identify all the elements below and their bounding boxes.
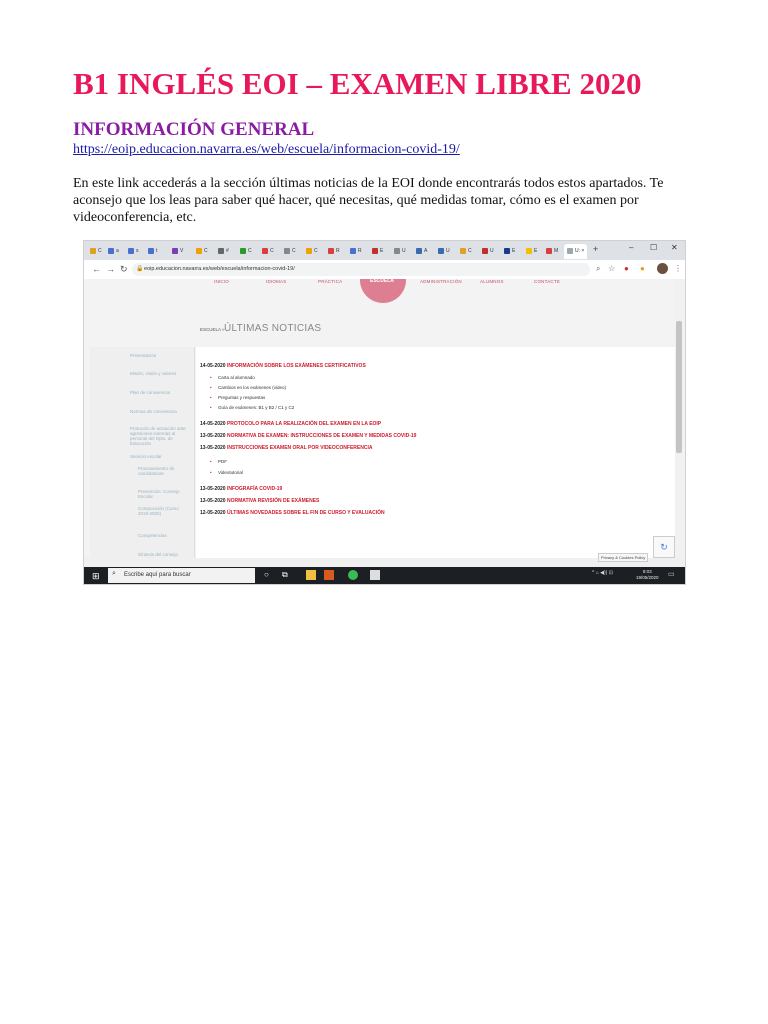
browser-tab[interactable]: C: [90, 244, 102, 259]
browser-tab[interactable]: U: [482, 244, 494, 259]
site-nav-administracion[interactable]: ADMINISTRACIÓN: [420, 279, 462, 284]
new-tab-icon[interactable]: +: [593, 244, 599, 254]
search-icon: ⌕: [112, 570, 116, 577]
browser-tab[interactable]: V: [172, 244, 183, 259]
close-window-icon[interactable]: ✕: [671, 243, 678, 252]
section-heading: ÚLTIMAS NOTICIAS: [224, 323, 322, 334]
list-item[interactable]: • Cambios en los exámenes (video): [218, 385, 286, 390]
news-item[interactable]: 12-05-2020 ÚLTIMAS NOVEDADES SOBRE EL FIN DE CURSO Y EVALUACIÓN: [200, 510, 385, 516]
sidebar: [90, 347, 195, 567]
lock-icon: 🔒: [136, 266, 144, 272]
task-view-icon[interactable]: ⧉: [282, 570, 288, 579]
clock-time: 8:03: [642, 569, 652, 574]
browser-toolbar: [84, 260, 685, 280]
site-nav-idiomas[interactable]: IDIOMAS: [266, 279, 287, 284]
site-nav-escuela[interactable]: ESCUELA: [370, 279, 394, 284]
browser-tab[interactable]: C: [306, 244, 318, 259]
browser-tab[interactable]: M: [546, 244, 558, 259]
site-nav-contacte[interactable]: CONTACTE: [534, 279, 561, 284]
browser-tab[interactable]: E: [504, 244, 515, 259]
browser-tab[interactable]: C: [196, 244, 208, 259]
browser-tab[interactable]: R: [328, 244, 340, 259]
search-icon[interactable]: ⌕: [596, 264, 601, 273]
document-subtitle: INFORMACIÓN GENERAL: [73, 119, 315, 140]
list-item[interactable]: • Carta al alumnado: [218, 375, 255, 380]
browser-tab-bar: [84, 241, 685, 260]
active-tab-label: U: ×: [575, 248, 585, 254]
address-bar-url: eoip.educacion.navarra.es/web/escuela/informacion-covid-19/: [144, 266, 295, 272]
maximize-icon[interactable]: ☐: [650, 243, 658, 252]
news-item[interactable]: 13-05-2020 INFOGRAFÍA COVID-19: [200, 486, 283, 492]
browser-screenshot: [84, 241, 685, 584]
minimize-icon[interactable]: –: [629, 243, 634, 252]
intro-paragraph: En este link accederás a la sección últimas noticias de la EOI donde encontrarás todos estos apartados. Te aconsejo que los leas para saber qué hacer, qué necesitas, qué medidas tomar, cómo es el examen por videoconferencia, etc.: [73, 176, 664, 225]
list-item[interactable]: • Preguntas y respuestas: [218, 395, 265, 400]
reload-icon[interactable]: ↻: [120, 264, 128, 274]
browser-tab[interactable]: t: [148, 244, 157, 259]
file-explorer-icon[interactable]: [306, 570, 316, 580]
browser-tab[interactable]: A: [416, 244, 427, 259]
browser-tab[interactable]: U: [438, 244, 450, 259]
news-item[interactable]: 13-05-2020 NORMATIVA DE EXAMEN: INSTRUCCIONES DE EXAMEN Y MEDIDAS COVID-19: [200, 433, 417, 439]
browser-tab[interactable]: C: [240, 244, 252, 259]
store-icon[interactable]: [324, 570, 334, 580]
news-item[interactable]: 14-05-2020 PROTOCOLO PARA LA REALIZACIÓN DEL EXAMEN EN LA EOIP: [200, 421, 382, 427]
notifications-icon[interactable]: ▭: [668, 571, 675, 578]
sidebar-item[interactable]: Plan de convivencia: [130, 390, 171, 395]
avatar[interactable]: [657, 263, 668, 274]
windows-start-icon[interactable]: ⊞: [92, 571, 100, 581]
back-icon[interactable]: ←: [92, 264, 101, 274]
list-item[interactable]: • Videotutorial: [218, 470, 243, 475]
browser-tab[interactable]: E: [526, 244, 537, 259]
chrome-icon[interactable]: [348, 570, 358, 580]
privacy-policy-button[interactable]: Privacy & Cookies Policy: [598, 553, 648, 562]
site-nav-alumnos[interactable]: ALUMNOS: [480, 279, 504, 284]
address-bar[interactable]: [132, 263, 590, 276]
taskbar-search-box[interactable]: [108, 568, 255, 583]
sidebar-item[interactable]: Misión, visión y valores: [130, 371, 177, 376]
sidebar-item[interactable]: Prevención: Consejo Escolar: [138, 489, 180, 499]
clock-date: 19/05/2020: [636, 575, 659, 580]
browser-tab[interactable]: C: [262, 244, 274, 259]
scrollbar-thumb[interactable]: [676, 321, 682, 453]
news-list: [196, 347, 676, 567]
browser-tab[interactable]: C: [460, 244, 472, 259]
extension-icon[interactable]: ●: [624, 264, 629, 273]
taskbar: [84, 567, 685, 584]
news-item[interactable]: 13-05-2020 INSTRUCCIONES EXAMEN ORAL POR VIDEOCONFERENCIA: [200, 445, 373, 451]
document-title: B1 INGLÉS EOI – EXAMEN LIBRE 2020: [73, 66, 642, 101]
forward-icon[interactable]: →: [106, 264, 115, 274]
browser-tab[interactable]: R: [350, 244, 362, 259]
news-item[interactable]: 14-05-2020 INFORMACIÓN SOBRE LOS EXÁMENES CERTIFICATIVOS: [200, 363, 366, 369]
document-status-bar: [84, 558, 685, 567]
taskbar-clock[interactable]: [636, 569, 659, 581]
info-link[interactable]: https://eoip.educacion.navarra.es/web/escuela/informacion-covid-19/: [73, 142, 460, 157]
sidebar-item[interactable]: Composición (Curso 2019-2020): [138, 506, 179, 516]
active-browser-tab[interactable]: [564, 244, 587, 259]
star-icon[interactable]: ☆: [608, 264, 616, 273]
browser-tab[interactable]: #: [218, 244, 229, 259]
site-nav-inicio[interactable]: INICIO: [214, 279, 229, 284]
browser-tab[interactable]: U: [394, 244, 406, 259]
cortana-icon[interactable]: ○: [264, 570, 269, 579]
web-page: [84, 279, 685, 567]
extension-icon[interactable]: ●: [640, 264, 645, 273]
browser-tab[interactable]: C: [284, 244, 296, 259]
sidebar-item[interactable]: Normas de convivencia: [130, 409, 177, 414]
list-item[interactable]: • PDF: [218, 459, 227, 464]
browser-tab[interactable]: a: [108, 244, 119, 259]
sidebar-item[interactable]: Procesamiento de candidaturas: [138, 466, 175, 476]
sidebar-item[interactable]: Síntesis del consejo: [138, 552, 179, 557]
browser-tab[interactable]: E: [372, 244, 383, 259]
taskbar-search-placeholder: Escribe aquí para buscar: [124, 572, 191, 578]
system-tray-icons[interactable]: ^ ⌂ ◀)) ⊡: [592, 570, 613, 576]
recaptcha-icon: ↻: [653, 536, 675, 558]
site-nav-practica[interactable]: PRÁCTICA: [318, 279, 343, 284]
sidebar-item[interactable]: Servicio escolar: [130, 454, 162, 459]
notes-icon[interactable]: [370, 570, 380, 580]
sidebar-item[interactable]: Presentación: [130, 353, 157, 358]
browser-tab[interactable]: s: [128, 244, 139, 259]
breadcrumb[interactable]: ESCUELA »: [200, 327, 225, 332]
sidebar-item[interactable]: Competencias: [138, 533, 167, 538]
sidebar-item[interactable]: Protocolo de actuación ante agresiones externas al personal del Dpto. de Educación: [130, 426, 186, 446]
menu-icon[interactable]: ⋮: [674, 264, 682, 273]
list-item[interactable]: • Guía de exámenes: B1 y B2 / C1 y C2: [218, 405, 294, 410]
news-item[interactable]: 13-05-2020 NORMATIVA REVISIÓN DE EXÁMENES: [200, 498, 320, 504]
